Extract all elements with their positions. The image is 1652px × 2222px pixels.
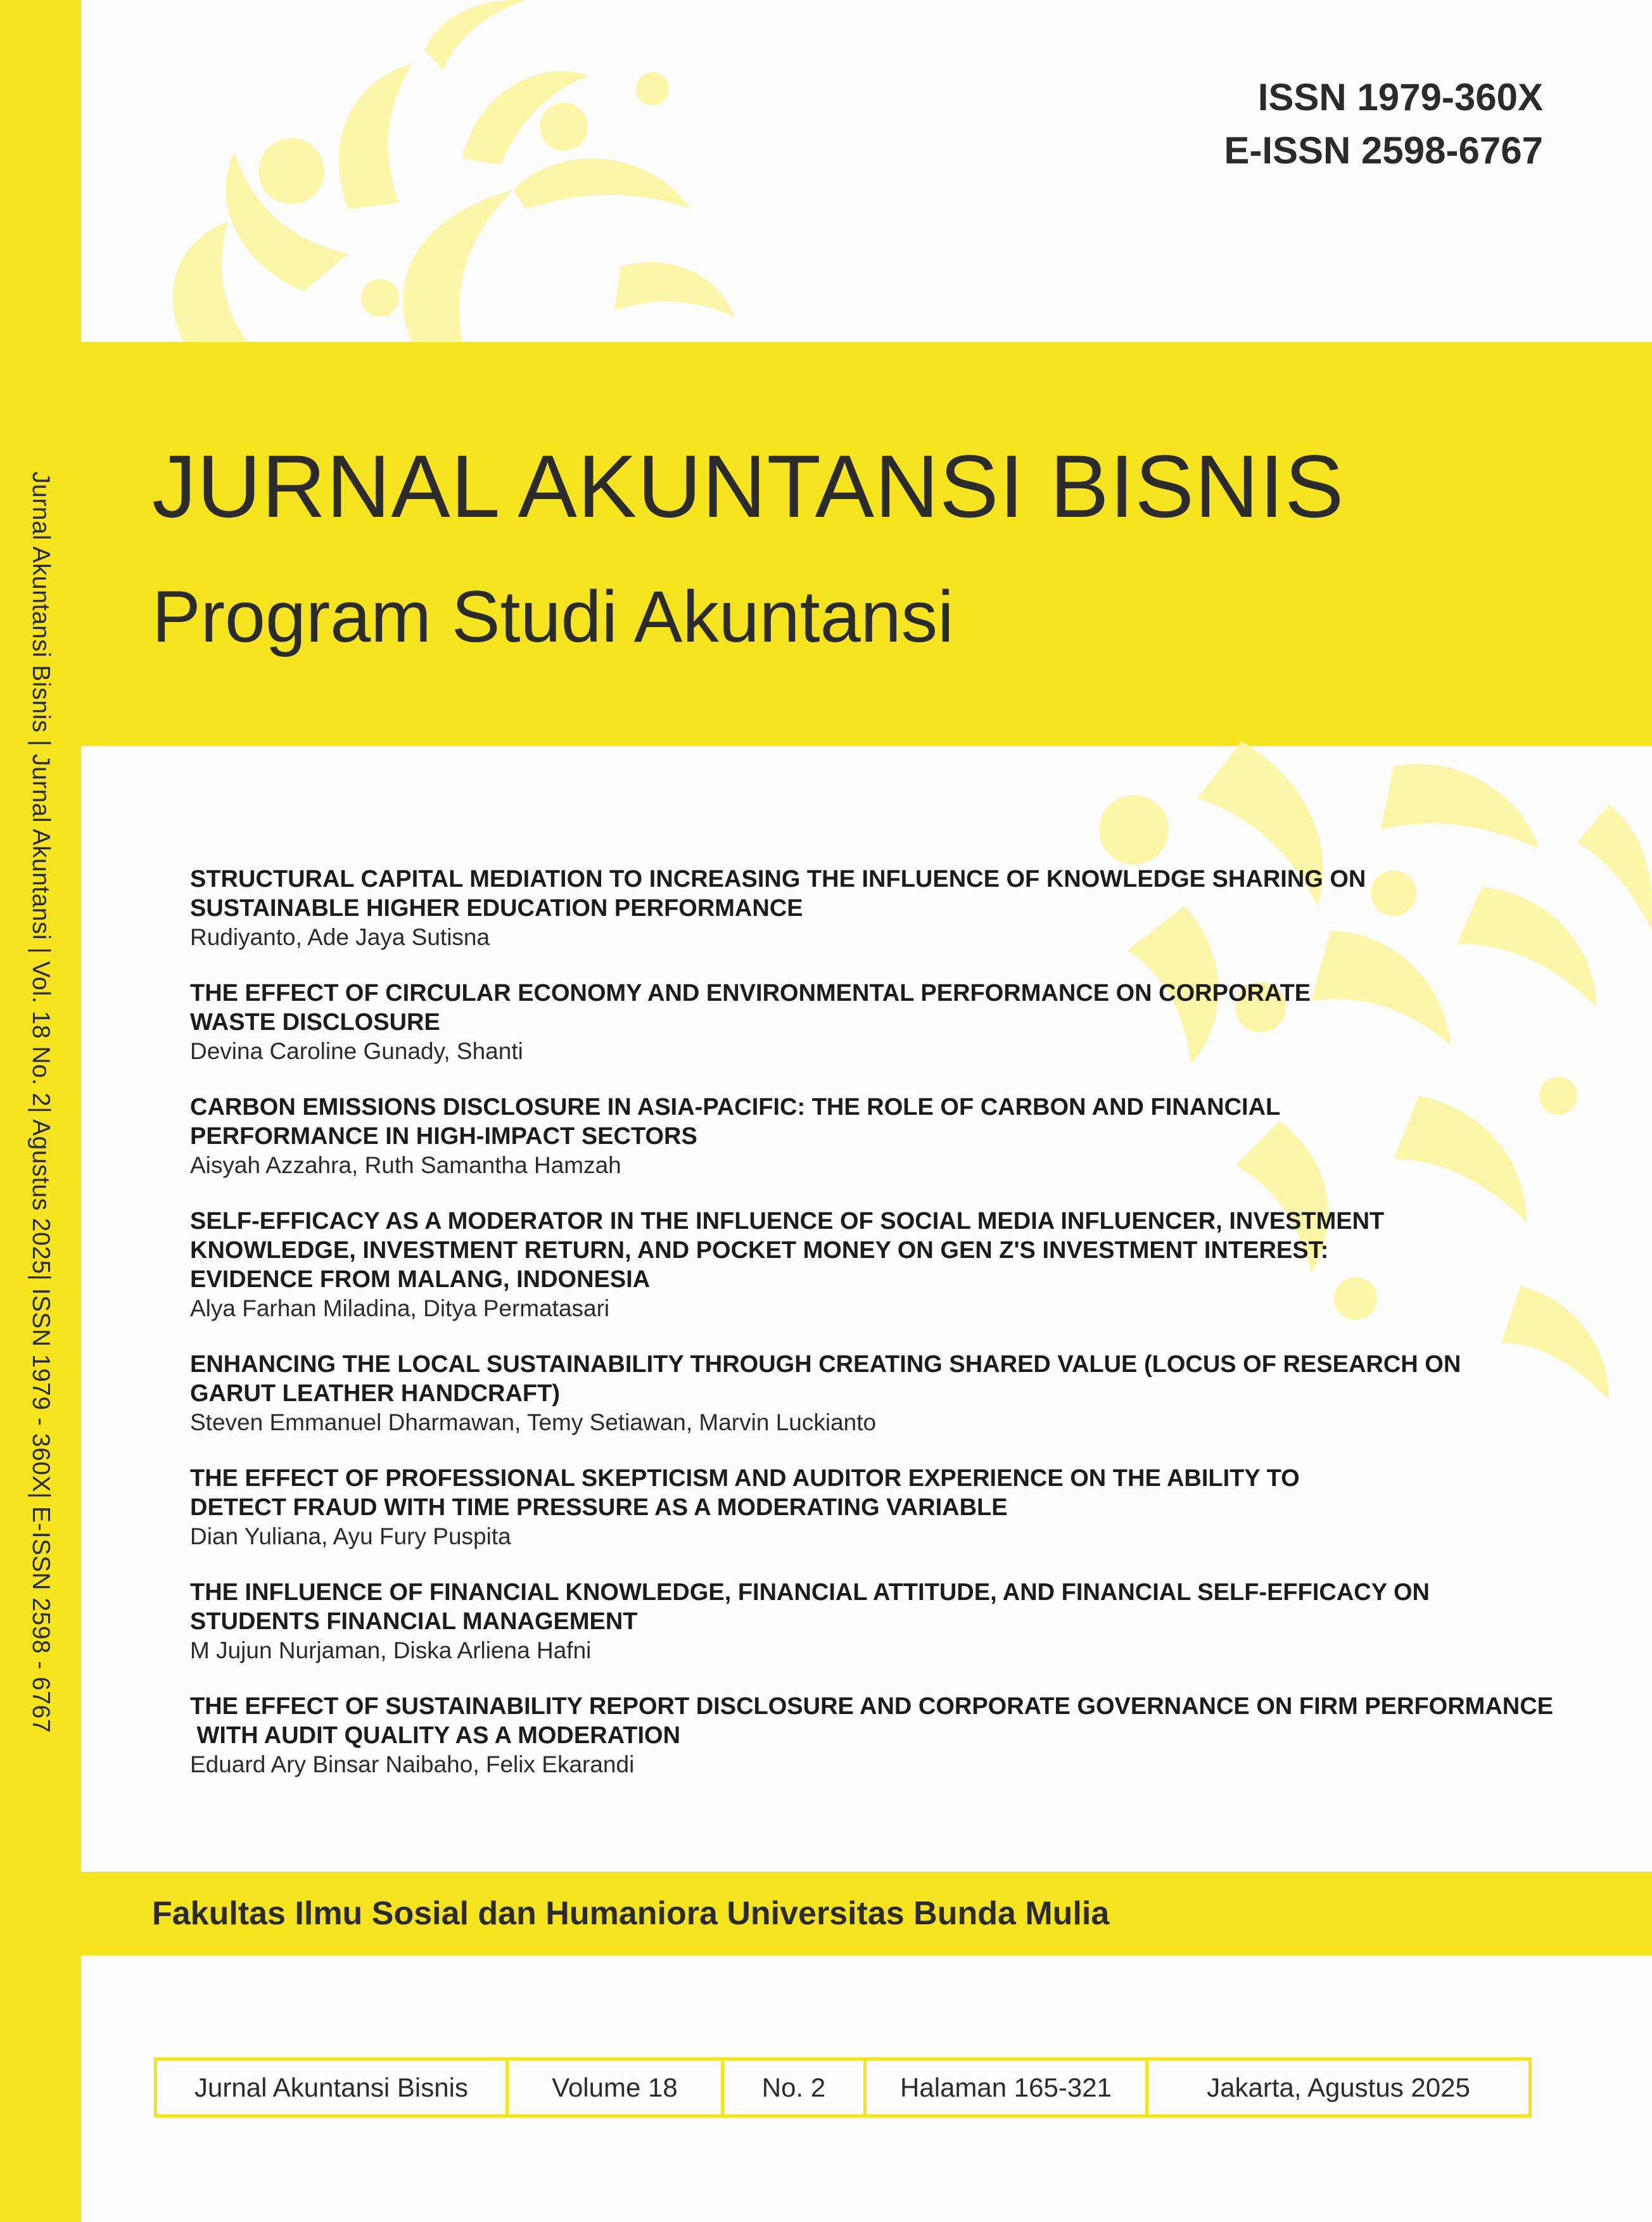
article-title: THE EFFECT OF PROFESSIONAL SKEPTICISM AND AUDITOR EXPERIENCE ON THE ABILITY TO DETECT FRAUD WITH TIME PRESSURE AS A MODERATING VARIABLE <box>190 1465 1300 1521</box>
issn-print: ISSN 1979-360X <box>1257 76 1543 118</box>
publication-info-table <box>154 2057 1532 2117</box>
article-title: STRUCTURAL CAPITAL MEDIATION TO INCREASING THE INFLUENCE OF KNOWLEDGE SHARING ON SUSTAINABLE HIGHER EDUCATION PERFORMANCE <box>190 866 1366 922</box>
article-item <box>190 1207 1520 1323</box>
info-journal: Jurnal Akuntansi Bisnis <box>157 2060 509 2114</box>
article-title: ENHANCING THE LOCAL SUSTAINABILITY THROUGH CREATING SHARED VALUE (LOCUS OF RESEARCH ON GARUT LEATHER HANDCRAFT) <box>190 1351 1461 1407</box>
info-pages: Halaman 165-321 <box>867 2060 1148 2114</box>
floral-ornament-top <box>82 0 747 342</box>
article-title: THE EFFECT OF SUSTAINABILITY REPORT DISCLOSURE AND CORPORATE GOVERNANCE ON FIRM PERFORMANCE WITH AUDIT QUALITY AS A MODERATION <box>190 1693 1553 1749</box>
article-item <box>190 1464 1520 1551</box>
info-place-date: Jakarta, Agustus 2025 <box>1207 2072 1470 2102</box>
info-number: No. 2 <box>724 2060 867 2114</box>
issn-electronic: E-ISSN 2598-6767 <box>1224 129 1543 172</box>
article-authors: Steven Emmanuel Dharmawan, Temy Setiawan, Marvin Luckianto <box>190 1409 877 1435</box>
article-authors: Eduard Ary Binsar Naibaho, Felix Ekarandi <box>190 1751 635 1777</box>
article-title: SELF-EFFICACY AS A MODERATOR IN THE INFLUENCE OF SOCIAL MEDIA INFLUENCER, INVESTMENT KNOWLEDGE, INVESTMENT RETURN, AND POCKET MONEY ON GEN Z'S INVESTMENT INTEREST: EVIDENCE FROM MALANG, INDONESIA <box>190 1208 1385 1293</box>
spine-band <box>0 0 81 2222</box>
article-title: THE EFFECT OF CIRCULAR ECONOMY AND ENVIRONMENTAL PERFORMANCE ON CORPORATE WASTE DISCLOSURE <box>190 980 1311 1036</box>
article-item <box>190 979 1520 1066</box>
article-authors: Devina Caroline Gunady, Shanti <box>190 1038 523 1064</box>
issn-block <box>1224 71 1543 177</box>
article-item <box>190 1093 1520 1180</box>
program-title: Program Studi Akuntansi <box>152 576 954 657</box>
article-authors: M Jujun Nurjaman, Diska Arliena Hafni <box>190 1637 592 1663</box>
article-item <box>190 1350 1520 1437</box>
article-item <box>190 1578 1520 1665</box>
article-item <box>190 1692 1553 1779</box>
info-volume: Volume 18 <box>509 2060 724 2114</box>
article-title: CARBON EMISSIONS DISCLOSURE IN ASIA-PACIFIC: THE ROLE OF CARBON AND FINANCIAL PERFORMANCE IN HIGH-IMPACT SECTORS <box>190 1094 1281 1150</box>
article-list <box>190 865 1553 1806</box>
faculty-name: Fakultas Ilmu Sosial dan Humaniora Universitas Bunda Mulia <box>152 1895 1110 1932</box>
article-item <box>190 865 1520 952</box>
article-authors: Alya Farhan Miladina, Ditya Permatasari <box>190 1295 610 1321</box>
title-band <box>81 342 1652 746</box>
article-authors: Aisyah Azzahra, Ruth Samantha Hamzah <box>190 1152 621 1178</box>
article-authors: Rudiyanto, Ade Jaya Sutisna <box>190 924 490 950</box>
faculty-band <box>81 1872 1652 1955</box>
journal-title: JURNAL AKUNTANSI BISNIS <box>152 436 1345 536</box>
article-title: THE INFLUENCE OF FINANCIAL KNOWLEDGE, FINANCIAL ATTITUDE, AND FINANCIAL SELF-EFFICACY ON STUDENTS FINANCIAL MANAGEMENT <box>190 1579 1430 1635</box>
spine-text: Jurnal Akuntansi Bisnis | Jurnal Akuntansi | Vol. 18 No. 2| Agustus 2025| ISSN 1979 - 360X| E-ISSN 2598 - 6767 <box>27 471 54 1733</box>
article-authors: Dian Yuliana, Ayu Fury Puspita <box>190 1523 511 1549</box>
